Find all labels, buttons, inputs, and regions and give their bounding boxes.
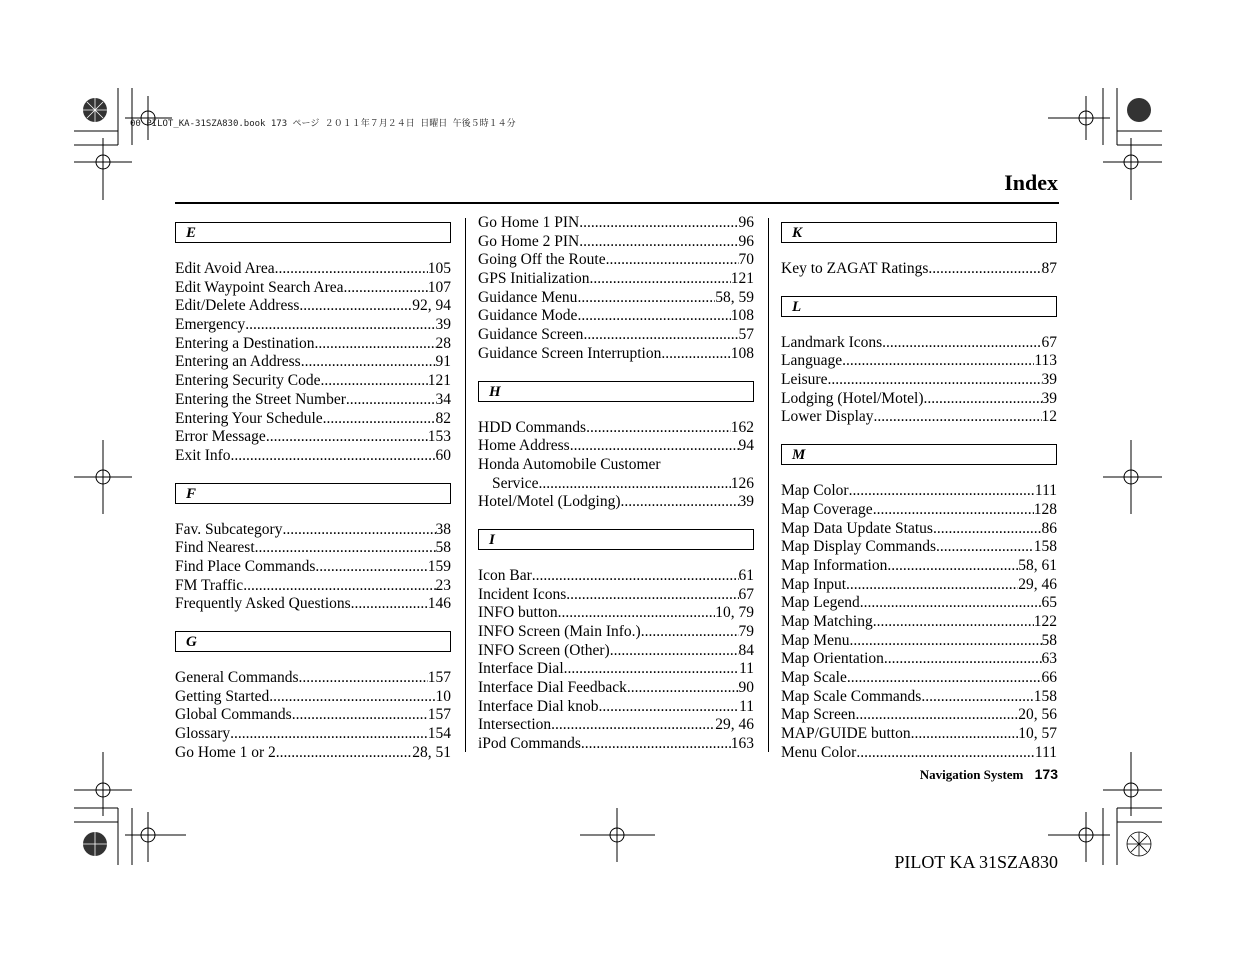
dot-leader [231,447,436,466]
entry-label: Menu Color [781,743,857,761]
entry-label: Map Menu [781,631,850,649]
entry-page: 61 [738,566,754,584]
dot-leader [299,297,412,316]
dot-leader [351,595,428,614]
dot-leader [847,669,1042,688]
section-letter: L [781,296,1057,317]
entry-label: HDD Commands [478,418,587,436]
index-entry [781,706,1057,725]
section-letter: M [781,444,1057,465]
entry-label: Edit/Delete Address [175,297,300,315]
dot-leader [558,604,716,623]
entry-label: Map Information [781,556,888,574]
index-entry [175,410,451,429]
entry-label: Go Home 1 or 2 [175,743,276,761]
index-group [175,631,451,762]
index-group [175,483,451,614]
index-entry [175,595,451,614]
dot-leader [315,558,427,577]
index-entry [478,475,754,494]
entry-page: 157 [427,706,451,724]
index-entry [781,576,1057,595]
entry-page: 65 [1041,594,1057,612]
entry-label: Edit Avoid Area [175,260,275,277]
entry-page: 163 [730,735,754,753]
index-entry [478,716,754,735]
entry-label: Language [781,352,843,370]
index-entry [175,260,451,279]
dot-leader [564,660,739,679]
index-entry [478,493,754,512]
entry-page: 10, 57 [1018,725,1057,743]
index-entry [478,604,754,623]
entry-page: 58 [1041,631,1057,649]
index-entry [781,650,1057,669]
index-group [478,214,754,364]
page-title: Index [1004,170,1058,195]
dot-leader [532,567,739,586]
index-entry [478,233,754,252]
dot-leader [860,594,1042,613]
index-entry [175,297,451,316]
index-entry [781,613,1057,632]
entry-label: Icon Bar [478,566,532,584]
column-divider [465,218,466,752]
dot-leader [911,725,1019,744]
entry-label: Interface Dial Feedback [478,679,627,697]
entry-label: Incident Icons [478,585,567,603]
entry-page: 39 [435,316,451,334]
dot-leader [873,613,1034,632]
entry-label: Map Input [781,575,847,593]
entry-page: 58 [435,539,451,557]
entry-page: 121 [730,270,754,288]
entry-page: 92, 94 [412,297,451,315]
index-entry [175,669,451,688]
dot-leader [924,390,1042,409]
index-entry [478,326,754,345]
entry-page: 108 [730,344,754,362]
index-entry [478,660,754,679]
dot-leader [606,251,739,270]
index-entry [781,390,1057,409]
entry-label: Guidance Mode [478,307,578,325]
index-column-3 [781,214,1057,779]
entry-label: Guidance Screen [478,326,584,344]
entry-label: Entering the Street Number [175,390,346,408]
entry-page: 20, 56 [1018,706,1057,724]
entry-page: 158 [1033,687,1057,705]
index-entry [781,334,1057,353]
print-header: 00 PILOT_KA-31SZA830.book 173 ページ ２０１１年７月２４日 日曜日 午後５時１４分 [130,119,516,129]
dot-leader [849,482,1035,501]
entry-label: Home Address [478,437,570,455]
entry-label: Fav. Subcategory [175,520,283,538]
entry-page: 38 [435,520,451,538]
dot-leader [321,372,428,391]
index-entry [478,214,754,233]
entry-page: 84 [738,641,754,659]
entry-label: Exit Info [175,446,231,464]
dot-leader [344,279,428,298]
index-entry [175,539,451,558]
dot-leader [346,391,436,410]
entry-page: 34 [435,390,451,408]
entry-label: Guidance Menu [478,288,578,306]
entry-page: 60 [435,446,451,464]
entry-label: Landmark Icons [781,333,883,351]
entry-label: INFO Screen (Main Info.) [478,623,641,640]
column-divider [768,218,769,752]
entry-label: Find Place Commands [175,557,316,575]
entry-label: Emergency [175,316,246,334]
dot-leader [323,410,436,429]
dot-leader [551,716,715,735]
entry-page: 91 [435,353,451,371]
footer-section: Navigation System [919,767,1024,782]
entry-label: Edit Waypoint Search Area [175,278,344,296]
index-entry [781,538,1057,557]
index-column-2 [478,214,754,771]
entry-label: Going Off the Route [478,251,606,269]
entry-label: Map Legend [781,594,860,612]
entry-page: 10 [435,687,451,705]
dot-leader [887,557,1018,576]
section-letter: E [175,222,451,243]
entry-label: INFO Screen (Other) [478,641,610,659]
dot-leader [641,623,739,642]
dot-leader [292,706,428,725]
dot-leader [255,539,436,558]
dot-leader [579,214,738,233]
index-entry [781,594,1057,613]
entry-label: General Commands [175,669,299,686]
index-entry [781,520,1057,539]
dot-leader [275,260,428,279]
entry-label: Map Screen [781,706,856,724]
entry-label: Lodging (Hotel/Motel) [781,389,924,407]
index-group [781,296,1057,427]
index-entry [175,428,451,447]
entry-page: 12 [1041,408,1057,426]
entry-label: Leisure [781,371,828,389]
entry-label: Key to ZAGAT Ratings [781,260,929,277]
index-group [478,381,754,512]
index-entry [781,371,1057,390]
entry-page: 10, 79 [715,604,754,622]
section-letter: K [781,222,1057,243]
index-entry [478,623,754,642]
dot-leader [299,669,428,688]
entry-label: Map Scale Commands [781,687,922,705]
dot-leader [586,419,731,438]
title-rule [175,202,1059,204]
entry-page: 126 [730,474,754,492]
entry-label: Entering Security Code [175,372,321,390]
index-entry [478,251,754,270]
entry-label: Intersection [478,716,552,734]
index-entry [781,744,1057,763]
entry-page: 66 [1041,669,1057,686]
index-entry [781,725,1057,744]
dot-leader [874,408,1042,427]
dot-leader [282,521,435,540]
dot-leader [855,706,1018,725]
entry-label: MAP/GUIDE button [781,725,911,743]
entry-page: 162 [730,418,754,436]
dot-leader [276,744,413,763]
entry-page: 11 [739,660,754,678]
entry-page: 107 [427,278,451,296]
entry-page: 113 [1034,352,1057,370]
index-entry [781,669,1057,688]
dot-leader [301,353,436,372]
entry-page: 63 [1041,650,1057,668]
entry-page: 128 [1033,500,1057,518]
dot-leader [928,260,1041,279]
entry-page: 111 [1034,743,1057,761]
index-column-1 [175,214,451,779]
entry-page: 28 [435,334,451,352]
dot-leader [921,688,1033,707]
index-entry [781,482,1057,501]
entry-label: iPod Commands [478,735,581,753]
index-entry [478,735,754,754]
index-entry [478,419,754,438]
dot-leader [936,538,1034,557]
index-entry [478,345,754,364]
entry-label: Glossary [175,725,231,743]
dot-leader [661,345,730,364]
entry-page: 158 [1033,538,1057,556]
entry-page: 105 [427,260,451,277]
index-entry [478,307,754,326]
entry-label: Hotel/Motel (Lodging) [478,493,621,511]
index-entry [175,521,451,540]
entry-label: Go Home 1 PIN [478,214,580,231]
dot-leader [230,725,428,744]
dot-leader [581,735,731,754]
entry-page: 29, 46 [715,716,754,734]
index-entry [781,352,1057,371]
dot-leader [599,698,740,717]
entry-label: Map Display Commands [781,538,936,556]
entry-page: 11 [739,697,754,715]
index-group [781,444,1057,762]
dot-leader [245,316,435,335]
dot-leader [884,650,1042,669]
dot-leader [243,577,435,596]
entry-page: 96 [738,232,754,250]
index-entry [478,270,754,289]
dot-leader [846,576,1018,595]
dot-leader [583,326,738,345]
entry-page: 122 [1033,612,1057,630]
dot-leader [882,334,1041,353]
dot-leader [621,493,739,512]
entry-page: 87 [1041,260,1057,277]
index-group [781,222,1057,279]
dot-leader [570,437,739,456]
entry-page: 94 [738,437,754,455]
entry-page: 58, 59 [715,288,754,306]
entry-page: 23 [435,576,451,594]
dot-leader [266,428,428,447]
entry-page: 146 [427,595,451,613]
entry-page: 108 [730,307,754,325]
index-entry [175,688,451,707]
entry-label: Map Data Update Status [781,519,933,537]
entry-label: Entering a Destination [175,334,315,352]
entry-page: 57 [738,326,754,344]
entry-label: Service [492,474,539,492]
entry-label: Map Matching [781,612,873,630]
entry-page: 90 [738,679,754,697]
index-entry [478,679,754,698]
index-entry [175,706,451,725]
index-entry [175,725,451,744]
entry-label: Interface Dial [478,660,564,678]
dot-leader [579,233,738,252]
dot-leader [566,586,738,605]
entry-page: 58, 61 [1018,556,1057,574]
entry-label: Honda Automobile Customer [478,455,661,473]
entry-page: 39 [1041,389,1057,407]
entry-page: 82 [435,409,451,427]
index-entry [175,353,451,372]
section-letter: I [478,529,754,550]
entry-page: 86 [1041,519,1057,537]
entry-page: 79 [738,623,754,640]
dot-leader [933,520,1042,539]
index-group [478,529,754,754]
index-entry [781,408,1057,427]
entry-page: 28, 51 [412,743,451,761]
entry-label: Map Coverage [781,500,873,518]
index-entry [175,744,451,763]
entry-label: Global Commands [175,706,292,724]
entry-label: Map Orientation [781,650,884,668]
page-number: 173 [1034,766,1058,782]
entry-label: Guidance Screen Interruption [478,344,662,362]
index-entry [478,698,754,717]
dot-leader [627,679,739,698]
entry-page: 154 [427,725,451,743]
entry-page: 111 [1034,482,1057,500]
section-letter: F [175,483,451,504]
index-entry [781,501,1057,520]
dot-leader [610,642,739,661]
entry-page: 96 [738,214,754,231]
index-entry [478,456,754,475]
entry-page: 39 [738,493,754,511]
index-entry [781,688,1057,707]
entry-label: Interface Dial knob [478,697,599,715]
dot-leader [269,688,435,707]
page-footer [920,766,1058,783]
entry-label: Map Color [781,482,849,500]
index-entry [478,567,754,586]
entry-label: Getting Started [175,687,270,705]
entry-label: Go Home 2 PIN [478,232,580,250]
entry-label: Error Message [175,428,266,446]
entry-page: 121 [427,372,451,390]
model-code: PILOT KA 31SZA830 [894,852,1058,872]
index-entry [175,391,451,410]
entry-page: 153 [427,428,451,446]
dot-leader [842,352,1034,371]
index-group [175,222,451,466]
entry-label: Entering an Address [175,353,301,371]
dot-leader [577,307,730,326]
index-entry [175,577,451,596]
entry-label: Entering Your Schedule [175,409,323,427]
index-entry [175,558,451,577]
entry-label: Lower Display [781,408,874,426]
index-entry [478,586,754,605]
index-entry [175,316,451,335]
index-entry [175,447,451,466]
section-letter: G [175,631,451,652]
index-entry [478,289,754,308]
index-entry [175,279,451,298]
index-entry [478,642,754,661]
entry-page: 67 [738,585,754,603]
dot-leader [827,371,1041,390]
index-entry [781,632,1057,651]
entry-label: Find Nearest [175,539,255,557]
index-entry [781,557,1057,576]
index-entry [781,260,1057,279]
entry-label: Frequently Asked Questions [175,595,351,613]
dot-leader [577,289,715,308]
dot-leader [590,270,731,289]
entry-label: Map Scale [781,669,847,686]
entry-label: FM Traffic [175,576,244,594]
entry-label: INFO button [478,604,558,622]
entry-page: 67 [1041,333,1057,351]
section-letter: H [478,381,754,402]
entry-page: 70 [738,251,754,269]
entry-page: 29, 46 [1018,575,1057,593]
dot-leader [856,744,1035,763]
entry-label: GPS Initialization [478,270,590,288]
index-entry [478,437,754,456]
dot-leader [873,501,1034,520]
entry-page: 39 [1041,371,1057,389]
dot-leader [538,475,730,494]
dot-leader [849,632,1041,651]
index-entry [175,335,451,354]
dot-leader [314,335,435,354]
index-entry [175,372,451,391]
entry-page: 157 [427,669,451,686]
entry-page: 159 [427,557,451,575]
